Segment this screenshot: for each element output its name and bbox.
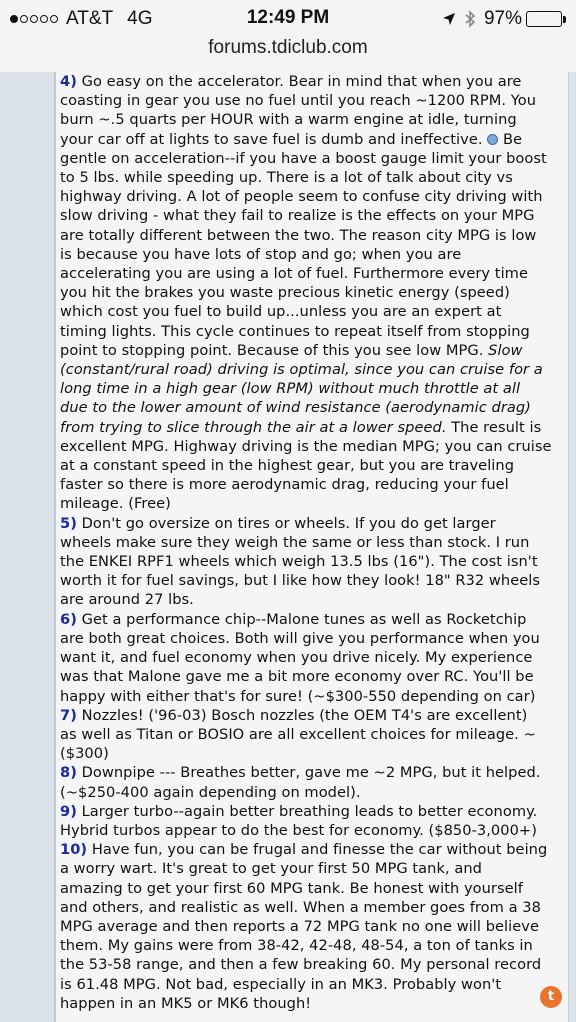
post-text-segment: (~$250-400 again depending on model). xyxy=(60,783,361,801)
post-line xyxy=(60,226,564,245)
post-line xyxy=(60,648,564,667)
post-line xyxy=(60,418,564,437)
post-line xyxy=(60,763,564,782)
battery-percent: 97% xyxy=(483,8,522,29)
post-line xyxy=(60,533,564,552)
post-text-segment: to 5 lbs. while speeding up. There is a lot of talk about city vs xyxy=(60,169,513,187)
carrier-name: AT&T xyxy=(66,8,114,29)
post-line xyxy=(60,456,564,475)
post-line xyxy=(60,264,564,283)
post-line xyxy=(60,494,564,513)
page-content xyxy=(0,72,576,1022)
post-line xyxy=(60,936,564,955)
tip-number: 5) xyxy=(60,514,77,532)
post-text-segment: amazing to get your first 60 MPG tank. Be honest with yourself xyxy=(60,879,523,897)
clock: 12:49 PM xyxy=(246,7,330,28)
post-body xyxy=(55,72,569,1022)
post-line xyxy=(60,917,564,936)
post-text-segment: which cost you fuel to build up...unless you are an expert at xyxy=(60,303,502,321)
post-text-segment: gentle on acceleration--if you have a boost gauge limit your boost xyxy=(60,149,547,167)
post-line xyxy=(60,590,564,609)
post-text-segment: Hybrid turbos appear to do the best for economy. ($850-3,000+) xyxy=(60,821,537,839)
post-text-segment: from trying to slice through the air at a lower speed. xyxy=(60,418,447,436)
post-text-segment: due to the lower amount of wind resistance (aerodynamic drag) xyxy=(60,399,531,417)
post-line xyxy=(60,130,564,149)
post-line xyxy=(60,994,564,1013)
post-line xyxy=(60,629,564,648)
network-type: 4G xyxy=(127,8,153,29)
tip-number: 7) xyxy=(60,706,77,724)
post-line xyxy=(60,360,564,379)
post-text-segment: happen in an MK5 or MK6 though! xyxy=(60,994,312,1012)
post-text-segment: are totally different between the two. The reason city MPG is low xyxy=(60,226,537,244)
post-text-segment: and others, and realistic as well. When a member goes from a 38 xyxy=(60,898,541,916)
post-line xyxy=(60,975,564,994)
post-text-segment: excellent MPG. Highway driving is the median MPG; you can cruise xyxy=(60,437,552,455)
post-text-segment: (constant/rural road) driving is optimal, since you can cruise for a xyxy=(60,361,543,379)
post-text-segment: coasting in gear you use no fuel until you reach ~1200 RPM. You xyxy=(60,92,537,110)
post-text-segment: them. My gains were from 38-42, 42-48, 48-54, a ton of tanks in xyxy=(60,937,533,955)
post-text-segment: Larger turbo--again better breathing leads to better economy. xyxy=(76,802,538,820)
post-text-segment: are both great choices. Both will give you performance when you xyxy=(60,629,540,647)
bluetooth-icon xyxy=(464,10,476,28)
post-text-segment: long time in a high gear (low RPM) without much throttle at all xyxy=(60,380,521,398)
status-bar xyxy=(0,0,576,36)
post-text-segment: your car off at lights to save fuel is dumb and ineffective. xyxy=(60,130,488,148)
post-gutter xyxy=(0,72,55,1022)
post-text-segment: as well as Titan or BOSIO are all excellent choices for mileage. ~ xyxy=(60,725,536,743)
post-line xyxy=(60,821,564,840)
post-text-segment: slow driving - what they fail to realize is the effects on your MPG xyxy=(60,207,535,225)
post-text-segment: worth it for fuel savings, but I like how they look! 18" R32 wheels xyxy=(60,572,541,590)
post-text-segment: Nozzles! ('96-03) Bosch nozzles (the OEM T4's are excellent) xyxy=(76,706,528,724)
post-text-segment: The result is xyxy=(446,418,542,436)
post-text-segment: burn ~.5 quarts per HOUR with a warm engine at idle, turning xyxy=(60,111,517,129)
post-text-segment: timing lights. This cycle continues to repeat itself from stopping xyxy=(60,322,530,340)
post-text-segment: faster so there is more aerodynamic drag, reducing your fuel xyxy=(60,476,509,494)
post-line xyxy=(60,744,564,763)
post-text-segment: Go easy on the accelerator. Bear in mind that when you are xyxy=(76,73,522,90)
post-line xyxy=(60,475,564,494)
post-line xyxy=(60,802,564,821)
tip-number: 9) xyxy=(60,802,77,820)
post-text-segment: want it, and fuel economy when you drive nicely. My experience xyxy=(60,649,533,667)
post-line xyxy=(60,859,564,878)
post-line xyxy=(60,302,564,321)
post-text-segment: Slow xyxy=(488,341,523,359)
post-text-segment: Have fun, you can be frugal and finesse the car without being xyxy=(87,841,548,859)
post-line xyxy=(60,706,564,725)
post-text-segment: highway driving. A lot of people seem to confuse city driving with xyxy=(60,188,543,206)
post-line xyxy=(60,898,564,917)
url-text[interactable]: forums.tdiclub.com xyxy=(208,37,368,58)
post-text-segment: wheels make sure they weigh the same or less than stock. I run xyxy=(60,533,530,551)
post-line xyxy=(60,322,564,341)
scroll-to-top-button[interactable]: t xyxy=(540,986,562,1008)
tip-number: 8) xyxy=(60,764,77,782)
post-line xyxy=(60,437,564,456)
post-text-segment: is 61.48 MPG. Not bad, especially in an MK3. Probably won't xyxy=(60,975,502,993)
post-line xyxy=(60,725,564,744)
post-line xyxy=(60,552,564,571)
post-line xyxy=(60,571,564,590)
battery-icon xyxy=(526,11,566,27)
post-line xyxy=(60,149,564,168)
location-arrow-icon xyxy=(442,12,456,26)
post-line xyxy=(60,667,564,686)
post-line xyxy=(60,955,564,974)
post-text-segment: the ENKEI RPF1 wheels which weigh 13.5 lbs (16"). The cost isn't xyxy=(60,553,538,571)
post-text-segment: at a constant speed in the highest gear, but you are traveling xyxy=(60,457,515,475)
post-line xyxy=(60,283,564,302)
post-text-segment: Get a performance chip--Malone tunes as well as Rocketchip xyxy=(76,610,527,628)
post-text-segment: MPG average and then reports a 72 MPG tank no one will believe xyxy=(60,917,539,935)
tip-number: 6) xyxy=(60,610,77,628)
post-text-segment: Downpipe --- Breathes better, gave me ~2 MPG, but it helped. xyxy=(76,764,541,782)
post-text-segment: was that Malone gave me a bit more economy over RC. You'll be xyxy=(60,668,534,686)
status-right xyxy=(442,8,566,30)
post-text-segment: ($300) xyxy=(60,745,109,763)
post-line xyxy=(60,398,564,417)
post-line xyxy=(60,879,564,898)
post-text-segment: point to stopping point. Because of this you see low MPG. xyxy=(60,341,489,359)
address-bar[interactable] xyxy=(0,36,576,72)
post-text-segment: happy with either that's for sure! (~$300-550 depending on car) xyxy=(60,687,536,705)
post-line xyxy=(60,91,564,110)
post-line xyxy=(60,783,564,802)
post-line xyxy=(60,514,564,533)
post-text-segment: a worry wart. It's great to get your first 50 MPG tank, and xyxy=(60,860,482,878)
post-line xyxy=(60,341,564,360)
post-text-segment: are around 27 lbs. xyxy=(60,591,194,609)
post-line xyxy=(60,379,564,398)
post-line xyxy=(60,206,564,225)
post-line xyxy=(60,72,564,91)
post-text xyxy=(60,72,564,1013)
post-text-segment: Be xyxy=(498,130,523,148)
post-text-segment: accelerating you are using a lot of fuel. Furthermore every time xyxy=(60,265,528,283)
post-line xyxy=(60,110,564,129)
post-text-segment: you hit the brakes you waste precious kinetic energy (speed) xyxy=(60,284,510,302)
tip-number: 10) xyxy=(60,841,88,859)
post-line xyxy=(60,187,564,206)
post-line xyxy=(60,840,564,859)
post-text-segment: Don't go oversize on tires or wheels. If you do get larger xyxy=(76,514,496,532)
post-text-segment: the 53-58 range, and then a few breaking 60. My personal record xyxy=(60,956,542,974)
smiley-icon xyxy=(487,134,498,145)
post-line xyxy=(60,168,564,187)
post-line xyxy=(60,610,564,629)
post-line xyxy=(60,687,564,706)
post-line xyxy=(60,245,564,264)
post-text-segment: is because you have lots of stop and go; when you are xyxy=(60,245,462,263)
post-text-segment: mileage. (Free) xyxy=(60,495,171,513)
tip-number: 4) xyxy=(60,73,77,90)
